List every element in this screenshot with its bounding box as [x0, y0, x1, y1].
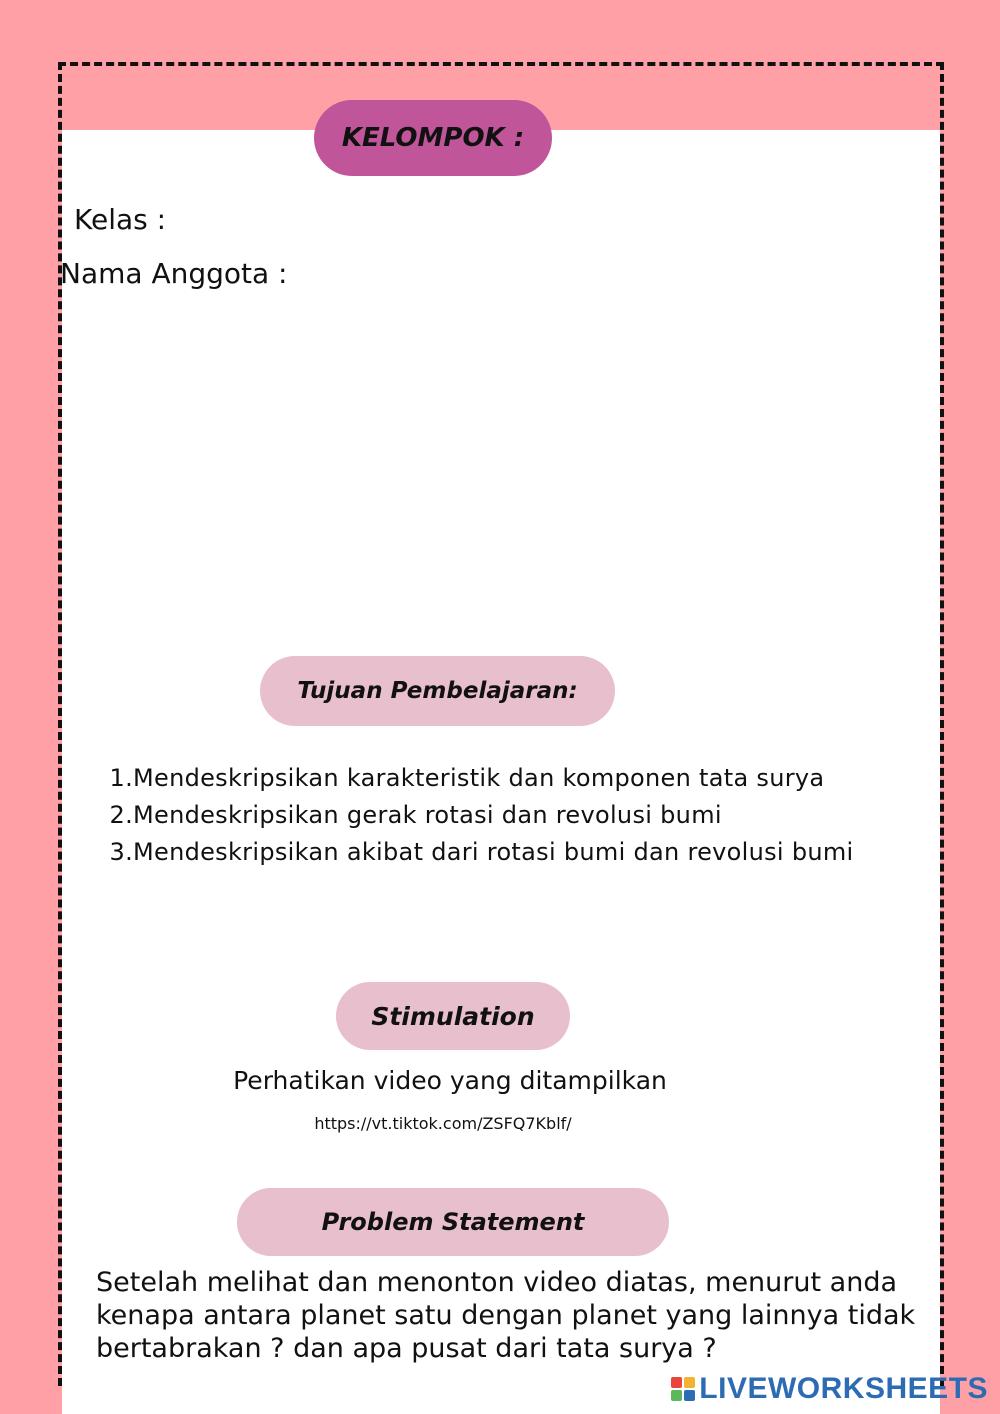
list-item-number: 1. [109, 764, 133, 792]
stimulation-title: Stimulation [371, 1001, 535, 1031]
list-item-text: Mendeskripsikan gerak rotasi dan revolusi bumi [133, 801, 722, 829]
problem-heading [237, 1188, 669, 1256]
nama-anggota-label: Nama Anggota : [60, 257, 288, 290]
video-link[interactable]: https://vt.tiktok.com/ZSFQ7Kblf/ [314, 1114, 572, 1133]
problem-statement-text: Setelah melihat dan menonton video diatas, menurut anda kenapa antara planet satu dengan planet yang lainnya tidak bertabrakan ? dan apa pusat dari tata surya ? [96, 1267, 916, 1364]
stimulation-heading [336, 982, 570, 1050]
liveworksheets-logo [671, 1372, 988, 1406]
list-item-number: 3. [109, 838, 133, 866]
kelas-label: Kelas : [74, 203, 167, 236]
objectives-list [100, 760, 854, 871]
list-item [100, 760, 854, 797]
problem-title: Problem Statement [321, 1208, 585, 1236]
kelompok-badge [314, 100, 552, 176]
tujuan-title: Tujuan Pembelajaran: [297, 678, 578, 704]
tujuan-heading [260, 656, 615, 726]
stimulation-instruction: Perhatikan video yang ditampilkan [233, 1066, 667, 1095]
kelompok-label: KELOMPOK : [341, 123, 525, 153]
list-item-text: Mendeskripsikan karakteristik dan komponen tata surya [133, 764, 825, 792]
liveworksheets-icon [671, 1377, 695, 1401]
brand-name: LIVEWORKSHEETS [699, 1372, 988, 1405]
list-item [100, 797, 854, 834]
list-item-number: 2. [109, 801, 133, 829]
list-item [100, 834, 854, 871]
list-item-text: Mendeskripsikan akibat dari rotasi bumi dan revolusi bumi [133, 838, 854, 866]
